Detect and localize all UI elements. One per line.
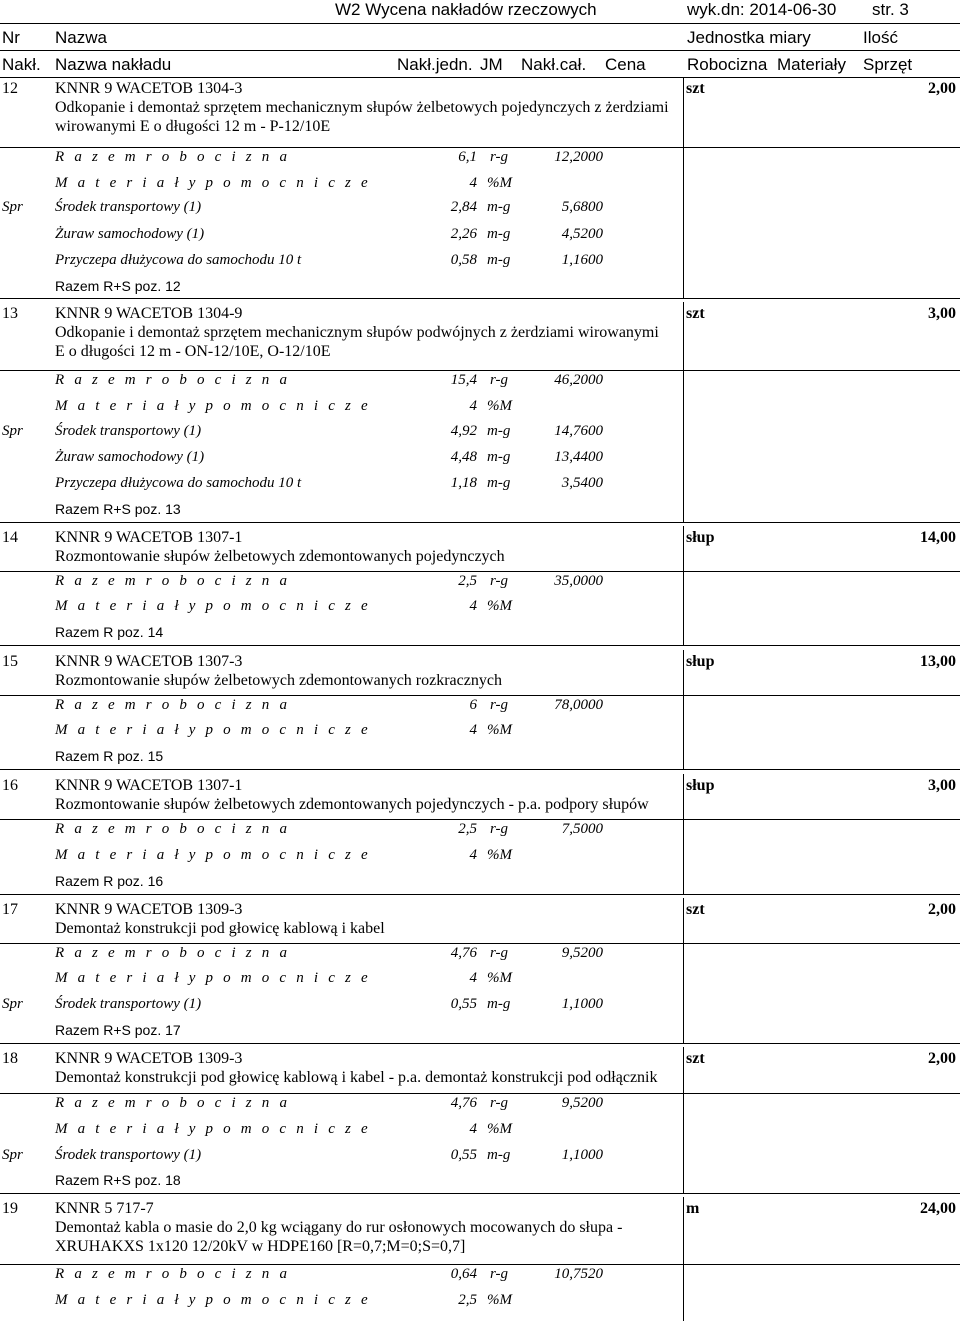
equipment-name: Przyczepa dłużycowa do samochodu 10 t: [55, 252, 302, 268]
divider: [0, 298, 960, 299]
materials-unit: %M: [487, 598, 512, 614]
equipment-norm: 4,48: [450, 449, 477, 465]
labor-total: 35,0000: [554, 573, 603, 589]
materials-norm: 4: [469, 598, 477, 614]
column-divider: [683, 526, 684, 571]
divider: [0, 769, 960, 770]
divider: [0, 819, 960, 820]
materials-unit: %M: [487, 175, 512, 191]
column-divider: [683, 943, 684, 1043]
equipment-total: 1,1600: [561, 252, 603, 268]
item-code: KNNR 9 WACETOB 1307-1: [55, 529, 243, 546]
col-nakl-cal: Nakł.cał.: [521, 55, 587, 74]
materials-unit: %M: [487, 970, 512, 986]
labor-norm: 2,5: [458, 573, 477, 589]
item-code: KNNR 9 WACETOB 1304-9: [55, 305, 243, 322]
equipment-norm: 0,58: [450, 252, 477, 268]
col-nakl: Nakł.: [2, 55, 41, 74]
item-summary: Razem R poz. 16: [55, 873, 164, 889]
item-summary: Razem R poz. 15: [55, 748, 164, 764]
item-quantity: 24,00: [920, 1200, 956, 1217]
item-code: KNNR 9 WACETOB 1309-3: [55, 1050, 243, 1067]
equipment-unit: m-g: [487, 423, 511, 439]
materials-unit: %M: [487, 847, 512, 863]
divider: [0, 1093, 960, 1094]
equipment-tag: Spr: [2, 996, 23, 1012]
equipment-total: 1,1000: [561, 1147, 603, 1163]
equipment-name: Środek transportowy (1): [55, 199, 202, 215]
column-divider: [683, 77, 684, 147]
item-description: Demontaż konstrukcji pod głowicę kablową i kabel - p.a. demontaż konstrukcji pod odłącznik: [55, 1069, 658, 1086]
item-summary: Razem R+S poz. 17: [55, 1022, 181, 1038]
materials-norm: 2,5: [458, 1292, 477, 1308]
item-description: XRUHAKXS 1x120 12/20kV w HDPE160 [R=0,7;M=0;S=0,7]: [55, 1238, 466, 1255]
labor-norm: 15,4: [450, 372, 477, 388]
item-code: KNNR 9 WACETOB 1307-3: [55, 653, 243, 670]
divider: [0, 894, 960, 895]
equipment-total: 1,1000: [561, 996, 603, 1012]
col-jm: JM: [480, 55, 503, 74]
item-description: Rozmontowanie słupów żelbetowych zdemontowanych rozkracznych: [55, 672, 502, 689]
equipment-tag: Spr: [2, 423, 23, 439]
item-description: E o długości 12 m - ON-12/10E, O-12/10E: [55, 343, 331, 360]
labor-unit: r-g: [490, 573, 509, 589]
labor-unit: r-g: [490, 697, 509, 713]
equipment-norm: 4,92: [450, 423, 477, 439]
item-number: 15: [2, 653, 18, 670]
item-unit: szt: [686, 80, 705, 97]
equipment-name: Żuraw samochodowy (1): [55, 449, 205, 465]
equipment-name: Środek transportowy (1): [55, 1147, 202, 1163]
labor-norm: 0,64: [450, 1266, 477, 1282]
item-quantity: 3,00: [928, 305, 956, 322]
equipment-total: 14,7600: [554, 423, 603, 439]
item-code: KNNR 9 WACETOB 1304-3: [55, 80, 243, 97]
item-number: 17: [2, 901, 18, 918]
equipment-norm: 2,26: [450, 226, 477, 242]
equipment-name: Żuraw samochodowy (1): [55, 226, 205, 242]
item-summary: Razem R+S poz. 18: [55, 1172, 181, 1188]
item-quantity: 13,00: [920, 653, 956, 670]
column-divider: [683, 571, 684, 645]
labor-total: 10,7520: [554, 1266, 603, 1282]
labor-norm: 2,5: [458, 821, 477, 837]
labor-unit: r-g: [490, 1095, 509, 1111]
item-description: Rozmontowanie słupów żelbetowych zdemontowanych pojedynczych - p.a. podpory słupów: [55, 796, 649, 813]
item-unit: słup: [686, 653, 715, 670]
divider: [0, 1193, 960, 1194]
labor-label: R a z e m r o b o c i z n a: [55, 372, 291, 388]
item-quantity: 2,00: [928, 80, 956, 97]
item-summary: Razem R+S poz. 13: [55, 501, 181, 517]
item-number: 19: [2, 1200, 18, 1217]
divider: [0, 571, 960, 572]
col-nazwa-nakladu: Nazwa nakładu: [55, 55, 172, 74]
item-summary: Razem R+S poz. 12: [55, 278, 181, 294]
equipment-unit: m-g: [487, 199, 511, 215]
equipment-tag: Spr: [2, 1147, 23, 1163]
equipment-unit: m-g: [487, 226, 511, 242]
item-code: KNNR 5 717-7: [55, 1200, 154, 1217]
equipment-unit: m-g: [487, 1147, 511, 1163]
equipment-norm: 1,18: [450, 475, 477, 491]
col-ilosc: Ilość: [863, 28, 898, 47]
item-description: Demontaż kabla o masie do 2,0 kg wciągany do rur osłonowych mocowanych do słupa -: [55, 1219, 623, 1236]
equipment-unit: m-g: [487, 252, 511, 268]
item-unit: szt: [686, 901, 705, 918]
equipment-name: Przyczepa dłużycowa do samochodu 10 t: [55, 475, 302, 491]
labor-total: 12,2000: [554, 149, 603, 165]
materials-label: M a t e r i a ł y p o m o c n i c z e: [55, 847, 371, 863]
equipment-unit: m-g: [487, 475, 511, 491]
equipment-norm: 2,84: [450, 199, 477, 215]
item-description: Demontaż konstrukcji pod głowicę kablową i kabel: [55, 920, 385, 937]
item-unit: szt: [686, 1050, 705, 1067]
labor-label: R a z e m r o b o c i z n a: [55, 697, 291, 713]
column-divider: [683, 898, 684, 943]
materials-norm: 4: [469, 970, 477, 986]
labor-label: R a z e m r o b o c i z n a: [55, 573, 291, 589]
col-sprzet: Sprzęt: [863, 55, 913, 74]
item-quantity: 14,00: [920, 529, 956, 546]
col-nakl-jedn: Nakł.jedn.: [397, 55, 473, 74]
item-description: Rozmontowanie słupów żelbetowych zdemontowanych pojedynczych: [55, 548, 505, 565]
item-unit: słup: [686, 777, 715, 794]
labor-label: R a z e m r o b o c i z n a: [55, 149, 291, 165]
col-nazwa: Nazwa: [55, 28, 107, 47]
column-divider: [683, 1093, 684, 1193]
item-number: 14: [2, 529, 18, 546]
equipment-total: 13,4400: [554, 449, 603, 465]
column-divider: [683, 695, 684, 769]
equipment-unit: m-g: [487, 449, 511, 465]
column-divider: [683, 302, 684, 370]
labor-label: R a z e m r o b o c i z n a: [55, 945, 291, 961]
labor-norm: 4,76: [450, 1095, 477, 1111]
materials-label: M a t e r i a ł y p o m o c n i c z e: [55, 970, 371, 986]
item-description: Odkopanie i demontaż sprzętem mechanicznym słupów podwójnych z żerdziami wirowanymi: [55, 324, 659, 341]
equipment-name: Środek transportowy (1): [55, 996, 202, 1012]
divider: [0, 522, 960, 523]
column-divider: [683, 370, 684, 522]
item-unit: słup: [686, 529, 715, 546]
materials-label: M a t e r i a ł y p o m o c n i c z e: [55, 398, 371, 414]
labor-norm: 6: [469, 697, 477, 713]
labor-total: 46,2000: [554, 372, 603, 388]
materials-norm: 4: [469, 722, 477, 738]
col-nr: Nr: [2, 28, 20, 47]
column-divider: [683, 1047, 684, 1093]
labor-total: 78,0000: [554, 697, 603, 713]
equipment-norm: 0,55: [450, 996, 477, 1012]
equipment-total: 4,5200: [561, 226, 603, 242]
item-code: KNNR 9 WACETOB 1307-1: [55, 777, 243, 794]
materials-unit: %M: [487, 1121, 512, 1137]
materials-norm: 4: [469, 1121, 477, 1137]
labor-norm: 4,76: [450, 945, 477, 961]
labor-unit: r-g: [490, 821, 509, 837]
labor-unit: r-g: [490, 1266, 509, 1282]
col-jednostka: Jednostka miary: [687, 28, 811, 47]
equipment-norm: 0,55: [450, 1147, 477, 1163]
item-quantity: 2,00: [928, 901, 956, 918]
column-divider: [683, 147, 684, 298]
item-code: KNNR 9 WACETOB 1309-3: [55, 901, 243, 918]
equipment-name: Środek transportowy (1): [55, 423, 202, 439]
materials-label: M a t e r i a ł y p o m o c n i c z e: [55, 1292, 371, 1308]
item-number: 18: [2, 1050, 18, 1067]
col-materialy: Materiały: [777, 55, 846, 74]
labor-unit: r-g: [490, 149, 509, 165]
materials-norm: 4: [469, 175, 477, 191]
item-unit: m: [686, 1200, 700, 1217]
item-description: Odkopanie i demontaż sprzętem mechanicznym słupów żelbetowych pojedynczych z żerdziami: [55, 99, 669, 116]
item-quantity: 2,00: [928, 1050, 956, 1067]
equipment-total: 3,5400: [561, 475, 603, 491]
item-quantity: 3,00: [928, 777, 956, 794]
labor-label: R a z e m r o b o c i z n a: [55, 1266, 291, 1282]
column-divider: [683, 1197, 684, 1264]
column-divider: [683, 774, 684, 819]
item-unit: szt: [686, 305, 705, 322]
labor-unit: r-g: [490, 372, 509, 388]
divider: [0, 370, 960, 371]
column-divider: [683, 1264, 684, 1321]
materials-norm: 4: [469, 398, 477, 414]
col-robocizna: Robocizna: [687, 55, 768, 74]
divider: [0, 1043, 960, 1044]
labor-label: R a z e m r o b o c i z n a: [55, 821, 291, 837]
divider: [0, 50, 960, 51]
report-title: W2 Wycena nakładów rzeczowych: [335, 0, 597, 19]
report-date: wyk.dn: 2014-06-30: [687, 0, 837, 19]
item-description: wirowanymi E o długości 12 m - P-12/10E: [55, 118, 331, 135]
equipment-unit: m-g: [487, 996, 511, 1012]
labor-norm: 6,1: [458, 149, 477, 165]
materials-unit: %M: [487, 722, 512, 738]
labor-total: 9,5200: [561, 1095, 603, 1111]
page-number: str. 3: [872, 0, 909, 19]
equipment-total: 5,6800: [561, 199, 603, 215]
equipment-tag: Spr: [2, 199, 23, 215]
divider: [0, 77, 960, 78]
item-summary: Razem R poz. 14: [55, 624, 164, 640]
labor-unit: r-g: [490, 945, 509, 961]
labor-total: 9,5200: [561, 945, 603, 961]
materials-label: M a t e r i a ł y p o m o c n i c z e: [55, 1121, 371, 1137]
divider: [0, 943, 960, 944]
labor-label: R a z e m r o b o c i z n a: [55, 1095, 291, 1111]
item-number: 13: [2, 305, 18, 322]
item-number: 12: [2, 80, 18, 97]
column-divider: [683, 819, 684, 894]
materials-label: M a t e r i a ł y p o m o c n i c z e: [55, 722, 371, 738]
materials-label: M a t e r i a ł y p o m o c n i c z e: [55, 598, 371, 614]
materials-label: M a t e r i a ł y p o m o c n i c z e: [55, 175, 371, 191]
column-divider: [683, 650, 684, 695]
divider: [0, 1264, 960, 1265]
materials-norm: 4: [469, 847, 477, 863]
materials-unit: %M: [487, 398, 512, 414]
divider: [0, 147, 960, 148]
divider: [0, 23, 960, 24]
col-cena: Cena: [605, 55, 646, 74]
divider: [0, 645, 960, 646]
item-number: 16: [2, 777, 18, 794]
materials-unit: %M: [487, 1292, 512, 1308]
labor-total: 7,5000: [561, 821, 603, 837]
divider: [0, 695, 960, 696]
